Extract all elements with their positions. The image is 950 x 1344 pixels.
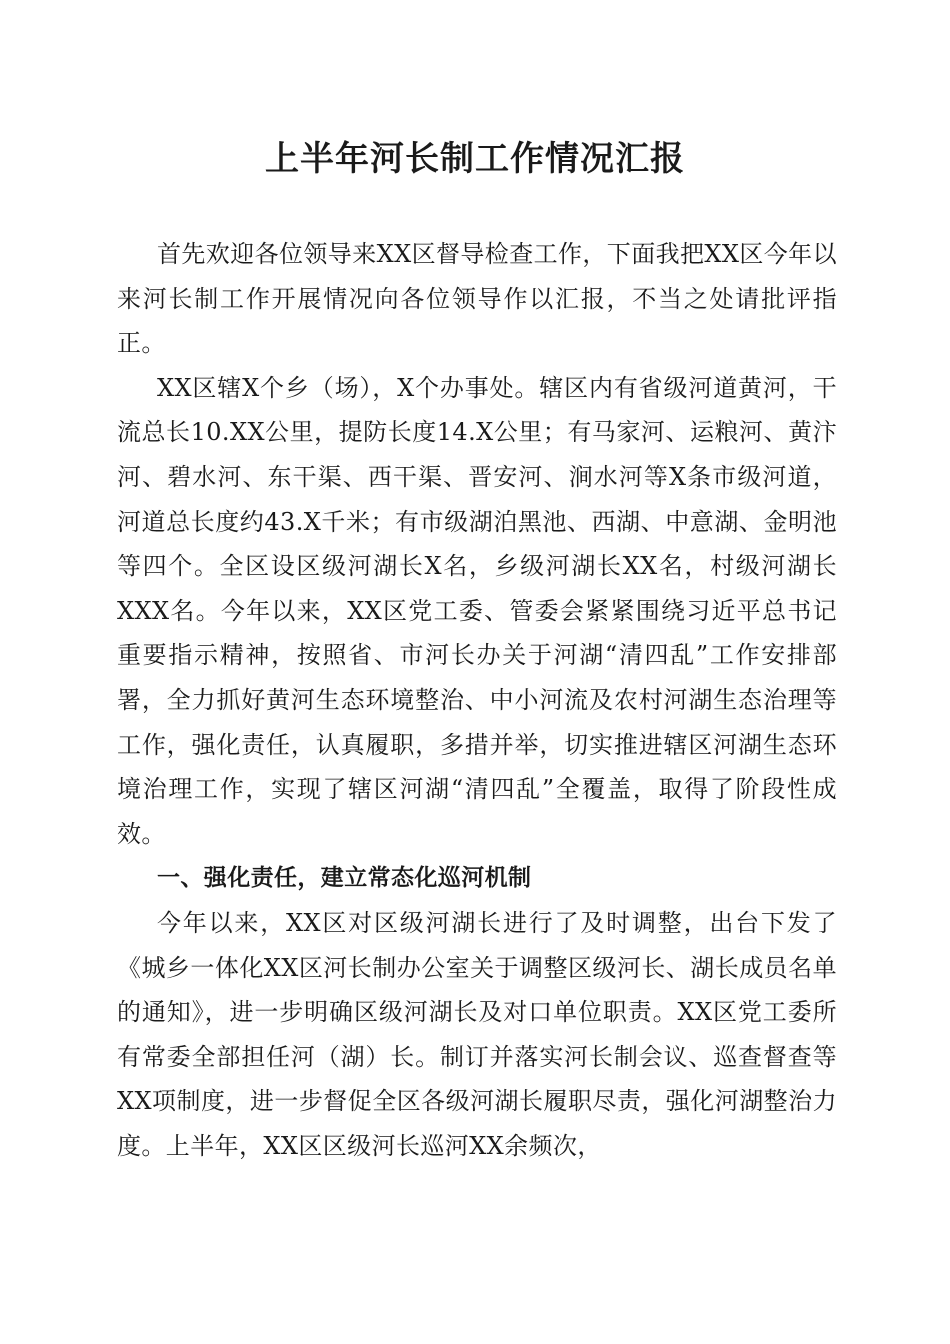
paragraph-overview: XX区辖X个乡（场），X个办事处。辖区内有省级河道黄河，干流总长10.XX公里，提防长度14.X公里；有马家河、运粮河、黄汴河、碧水河、东干渠、西干渠、晋安河、涧水河等X条市级河道，河道总长度约43.X千米；有市级湖泊黑池、西湖、中意湖、金明池等四个。全区设区级河湖长X名，乡级河湖长XX名，村级河湖长XXX名。今年以来，XX区党工委、管委会紧紧围绕习近平总书记重要指示精神，按照省、市河长办关于河湖“清四乱”工作安排部署，全力抓好黄河生态环境整治、中小河流及农村河湖生态治理等工作，强化责任，认真履职，多措并举，切实推进辖区河湖生态环境治理工作，实现了辖区河湖“清四乱”全覆盖，取得了阶段性成效。 bbox=[117, 373, 837, 848]
document-body bbox=[117, 232, 837, 1168]
paragraph-intro: 首先欢迎各位领导来XX区督导检查工作，下面我把XX区今年以来河长制工作开展情况向各位领导作以汇报，不当之处请批评指正。 bbox=[117, 240, 837, 358]
document-title: 上半年河长制工作情况汇报 bbox=[265, 139, 685, 179]
paragraph-section-1: 今年以来，XX区对区级河湖长进行了及时调整，出台下发了《城乡一体化XX区河长制办公室关于调整区级河长、湖长成员名单的通知》，进一步明确区级河湖长及对口单位职责。XX区党工委所有常委全部担任河（湖）长。制订并落实河长制会议、巡查督查等XX项制度，进一步督促全区各级河湖长履职尽责，强化河湖整治力度。上半年，XX区区级河长巡河XX余频次， bbox=[117, 908, 837, 1160]
section-heading-1: 一、强化责任，建立常态化巡河机制 bbox=[157, 865, 532, 892]
